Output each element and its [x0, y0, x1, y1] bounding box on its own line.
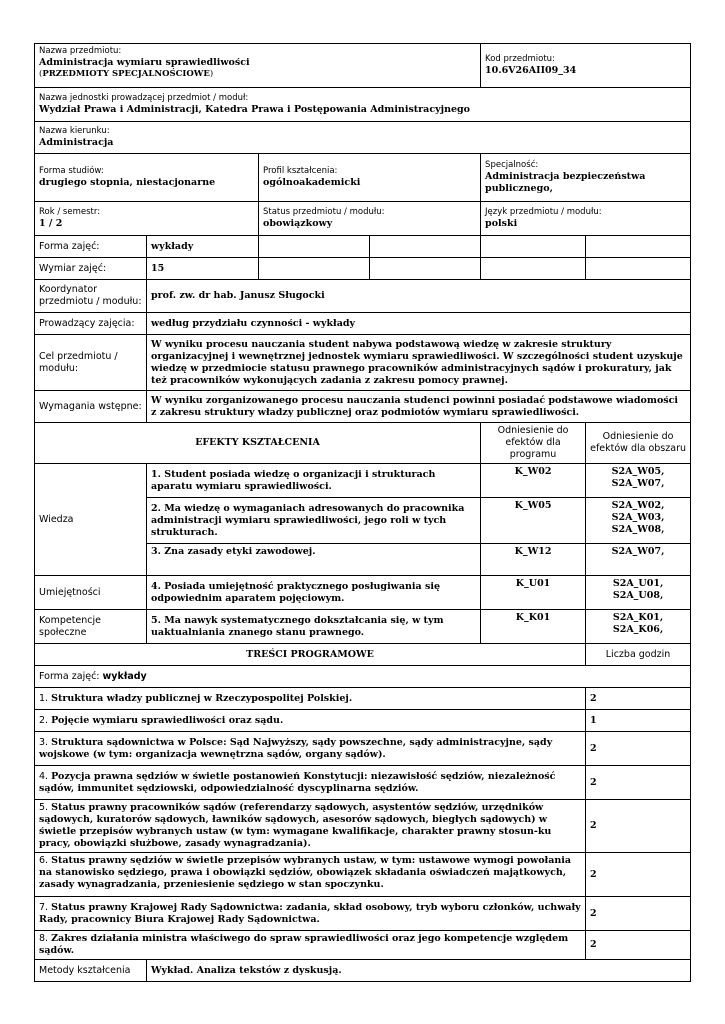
profile-cell	[259, 154, 481, 202]
class-form-row	[35, 236, 691, 258]
class-hours-label: Wymiar zajęć:	[35, 258, 147, 280]
outcome-text: 1. Student posiada wiedzę o organizacji i strukturach aparatu wymiaru sprawiedliwości.	[147, 464, 481, 498]
requirements-row	[35, 391, 691, 423]
empty-cell	[259, 236, 370, 258]
topic-number: 6.	[39, 855, 49, 866]
topic-cell	[35, 688, 586, 710]
methods-row	[35, 960, 691, 982]
topic-number: 7.	[39, 901, 49, 913]
outcome-text: 2. Ma wiedzę o wymaganiach adresowanych do pracownika administracji wymiaru sprawiedliwości, jego roli w tych strukturach.	[147, 498, 481, 544]
outcome-category-knowledge: Wiedza	[35, 464, 147, 576]
subject-row	[35, 44, 691, 88]
outcomes-title: EFEKTY KSZTAŁCENIA	[35, 423, 481, 464]
topic-hours: 2	[586, 897, 691, 931]
content-form-cell	[35, 666, 691, 688]
outcome-row	[35, 610, 691, 644]
code-cell	[481, 44, 691, 88]
specialty-cell	[481, 154, 691, 202]
topic-hours: 2	[586, 732, 691, 766]
methods-value: Wykład. Analiza tekstów z dyskusją.	[147, 960, 691, 982]
topic-text: Struktura sądownictwa w Polsce: Sąd Najwyższy, sądy powszechne, sądy administracyjne, sądy wojskowe (w tym: organizacja wewnętrzna sądów, organy sądów).	[39, 736, 553, 760]
subject-cell: Nazwa przedmiotu: Administracja wymiaru sprawiedliwości (PRZEDMIOTY SPECJALNOŚCIOWE)	[35, 44, 481, 88]
topic-text: Status prawny sędziów w świetle przepisów wybranych ustaw, w tym: ustawowe wymogi powołania na stanowisko sędziego, prawa i obowiązki sędziów, obowiązek składania oświadczeń majątkowych, zasady wynagradzania, przeniesienie sędziego w stan spoczynku.	[39, 855, 572, 890]
coordinator-row	[35, 280, 691, 313]
requirements-value: W wyniku zorganizowanego procesu nauczania studenci powinni posiadać podstawowe wiadomości z zakresu struktury władzy publicznej oraz podmiotów wymiaru sprawiedliwości.	[147, 391, 691, 423]
topic-text: Status prawny Krajowej Rady Sądownictwa: zadania, skład osobowy, tryb wyboru członków, uchwały Rady, pracownicy Biura Krajowej Rady Sądownictwa.	[39, 901, 581, 925]
study-form-cell	[35, 154, 259, 202]
study-form-row	[35, 154, 691, 202]
coordinator-value: prof. zw. dr hab. Janusz Sługocki	[147, 280, 691, 313]
status-value: obowiązkowy	[263, 218, 333, 229]
topic-cell	[35, 931, 586, 960]
year-value: 1 / 2	[39, 218, 63, 229]
outcome-row	[35, 576, 691, 610]
empty-cell	[481, 236, 586, 258]
field-value: Administracja	[39, 137, 114, 148]
methods-label: Metody kształcenia	[35, 960, 147, 982]
topic-row	[35, 732, 691, 766]
empty-cell	[259, 258, 370, 280]
area-ref-header: Odniesienie do efektów dla obszaru	[586, 423, 691, 464]
outcome-program-ref: K_K01	[481, 610, 586, 644]
teacher-row	[35, 313, 691, 335]
code-label: Kod przedmiotu:	[485, 54, 555, 64]
topic-number: 8.	[39, 933, 49, 944]
status-label: Status przedmiotu / modułu:	[263, 207, 385, 217]
topic-row	[35, 710, 691, 732]
topic-text: Pojęcie wymiaru sprawiedliwości oraz sądu.	[51, 714, 284, 726]
empty-cell	[370, 258, 481, 280]
status-cell	[259, 202, 481, 236]
outcome-text: 3. Zna zasady etyki zawodowej.	[147, 544, 481, 576]
topic-cell	[35, 800, 586, 853]
class-form-value: wykłady	[147, 236, 259, 258]
topic-number: 5.	[39, 802, 49, 813]
topic-row	[35, 853, 691, 897]
outcomes-header-row	[35, 423, 691, 464]
topic-text: Pozycja prawna sędziów w świetle postanowień Konstytucji: niezawisłość sędziów, niezależność sądów, immunitet sędziowski, odpowiedzialność dyscyplinarna sędziów.	[39, 770, 556, 794]
topic-cell	[35, 732, 586, 766]
study-form-label: Forma studiów:	[39, 166, 104, 176]
content-header-row	[35, 644, 691, 666]
unit-label: Nazwa jednostki prowadzącej przedmiot / moduł:	[39, 93, 249, 103]
subject-group: PRZEDMIOTY SPECJALNOŚCIOWE	[42, 69, 210, 79]
outcome-category-social: Kompetencje społeczne	[35, 610, 147, 644]
content-form-value: wykłady	[102, 670, 147, 682]
profile-value: ogólnoakademicki	[263, 177, 361, 188]
subject-name: Administracja wymiaru sprawiedliwości	[39, 57, 250, 68]
empty-cell	[481, 258, 586, 280]
year-label: Rok / semestr:	[39, 207, 101, 217]
outcome-text: 4. Posiada umiejętność praktycznego posługiwania się odpowiednim aparatem pojęciowym.	[147, 576, 481, 610]
outcome-area-ref: S2A_W02, S2A_W03, S2A_W08,	[586, 498, 691, 544]
topic-text: Struktura władzy publicznej w Rzeczypospolitej Polskiej.	[51, 692, 353, 704]
year-cell	[35, 202, 259, 236]
field-label: Nazwa kierunku:	[39, 126, 110, 136]
topic-cell	[35, 710, 586, 732]
outcome-area-ref: S2A_W05, S2A_W07,	[586, 464, 691, 498]
outcome-area-ref: S2A_W07,	[586, 544, 691, 576]
topic-text: Zakres działania ministra właściwego do spraw sprawiedliwości oraz jego kompetencje względem sądów.	[39, 933, 569, 956]
outcome-program-ref: K_W12	[481, 544, 586, 576]
code-value: 10.6V26AII09_34	[485, 65, 577, 76]
topic-cell	[35, 766, 586, 800]
class-hours-value: 15	[147, 258, 259, 280]
year-row	[35, 202, 691, 236]
outcome-area-ref: S2A_K01, S2A_K06,	[586, 610, 691, 644]
field-row	[35, 122, 691, 154]
topic-cell	[35, 897, 586, 931]
goal-label: Cel przedmiotu / modułu:	[35, 335, 147, 391]
outcome-program-ref: K_W02	[481, 464, 586, 498]
outcome-row	[35, 464, 691, 498]
coordinator-label: Koordynator przedmiotu / modułu:	[35, 280, 147, 313]
content-form-label: Forma zajęć:	[39, 670, 100, 682]
topic-number: 1.	[39, 692, 49, 704]
course-syllabus-table	[34, 43, 691, 982]
goal-row	[35, 335, 691, 391]
topic-number: 4.	[39, 770, 49, 782]
specialty-label: Specjalność:	[485, 160, 539, 170]
topic-row	[35, 800, 691, 853]
goal-value: W wyniku procesu nauczania student nabywa podstawową wiedzę w zakresie struktury organizacyjnej i wewnętrznej jednostek wymiaru sprawiedliwości. W szczególności student uzyskuje wiedzę w przedmiocie statusu prawnego pracowników administracyjnych sądów i prokuratury, jak też pracowników wykonujących zadania z zakresu pomocy prawnej.	[147, 335, 691, 391]
profile-label: Profil kształcenia:	[263, 166, 338, 176]
topic-text: Status prawny pracowników sądów (referendarzy sądowych, asystentów sędziów, urzędników sądowych, kuratorów sądowych, ławników sądowych, asesorów sądowych, biegłych sądowych) w świetle przepisów wybranych ustaw (w tym: wymagane kwalifikacje, charakter prawny stosun-ku pracy, obowiązki służbowe, zasady wynagradzania).	[39, 802, 552, 849]
topic-hours: 2	[586, 688, 691, 710]
content-form-row	[35, 666, 691, 688]
topic-number: 2.	[39, 714, 49, 726]
program-ref-header: Odniesienie do efektów dla programu	[481, 423, 586, 464]
content-hours-header: Liczba godzin	[586, 644, 691, 666]
topic-number: 3.	[39, 736, 49, 748]
unit-cell	[35, 88, 691, 122]
topic-hours: 1	[586, 710, 691, 732]
subject-label: Nazwa przedmiotu:	[39, 46, 122, 56]
unit-value: Wydział Prawa i Administracji, Katedra Prawa i Postępowania Administracyjnego	[39, 104, 471, 115]
topic-hours: 2	[586, 931, 691, 960]
specialty-value: Administracja bezpieczeństwa publicznego,	[485, 171, 646, 194]
field-cell	[35, 122, 691, 154]
requirements-label: Wymagania wstępne:	[35, 391, 147, 423]
teacher-label: Prowadzący zajęcia:	[35, 313, 147, 335]
language-cell	[481, 202, 691, 236]
language-value: polski	[485, 218, 518, 229]
language-label: Język przedmiotu / modułu:	[485, 207, 602, 217]
topic-hours: 2	[586, 766, 691, 800]
empty-cell	[370, 236, 481, 258]
content-title: TREŚCI PROGRAMOWE	[35, 644, 586, 666]
outcome-area-ref: S2A_U01, S2A_U08,	[586, 576, 691, 610]
teacher-value: według przydziału czynności - wykłady	[147, 313, 691, 335]
empty-cell	[586, 258, 691, 280]
empty-cell	[586, 236, 691, 258]
topic-row	[35, 766, 691, 800]
outcome-category-skills: Umiejętności	[35, 576, 147, 610]
topic-row	[35, 931, 691, 960]
class-hours-row	[35, 258, 691, 280]
outcome-program-ref: K_U01	[481, 576, 586, 610]
class-form-label: Forma zajęć:	[35, 236, 147, 258]
topic-hours: 2	[586, 853, 691, 897]
topic-row	[35, 688, 691, 710]
unit-row	[35, 88, 691, 122]
outcome-program-ref: K_W05	[481, 498, 586, 544]
topic-hours: 2	[586, 800, 691, 853]
study-form-value: drugiego stopnia, niestacjonarne	[39, 177, 216, 188]
topic-cell	[35, 853, 586, 897]
topic-row	[35, 897, 691, 931]
outcome-text: 5. Ma nawyk systematycznego dokształcania się, w tym uaktualniania znanego stanu prawnego.	[147, 610, 481, 644]
